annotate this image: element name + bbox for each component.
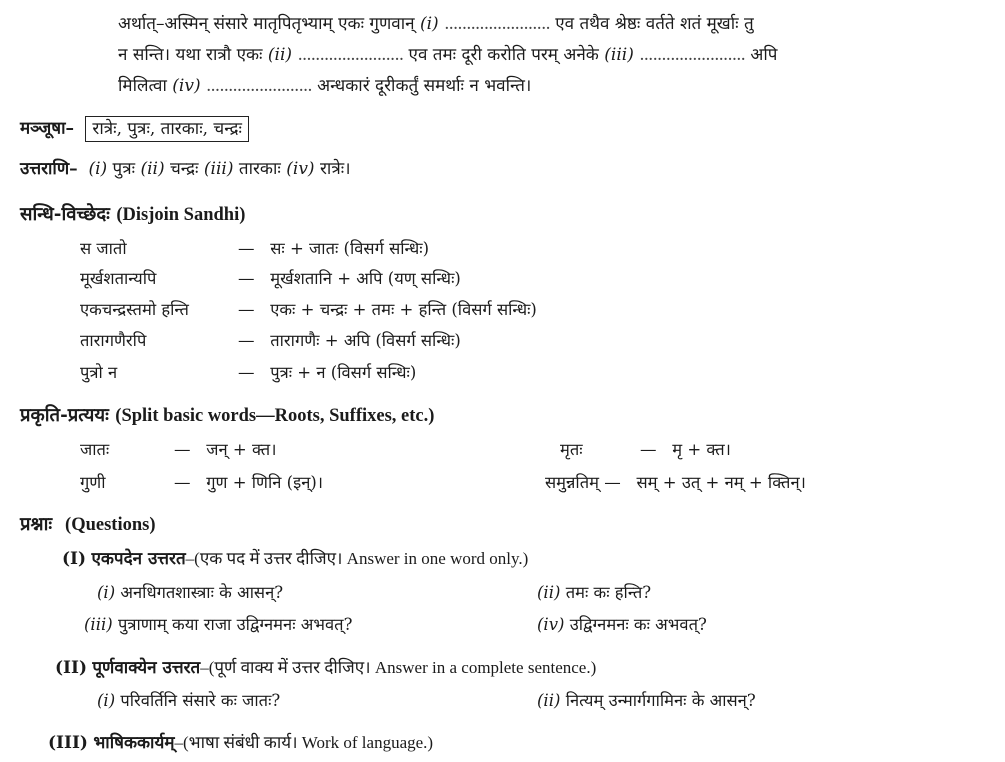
prakriti-word: गुणी (80, 473, 106, 492)
sandhi-heading-hi: सन्धि-विच्छेदः (20, 204, 110, 225)
sandhi-heading (20, 204, 245, 226)
blank-number: (iii) (604, 45, 634, 65)
para-text: न सन्ति। यथा रात्रौ एकः (118, 45, 263, 65)
para-text: एव तथैव श्रेष्ठः वर्तते शतं मूर्खाः तु (555, 14, 754, 34)
prakriti-heading (20, 405, 434, 427)
blank-dots: ........................ (205, 76, 312, 96)
sandhi-split: पुत्रः + न (विसर्ग सन्धिः) (270, 363, 417, 382)
question-item (537, 582, 651, 604)
prakriti-row (545, 472, 806, 494)
prakriti-split: मृ + क्त। (672, 440, 731, 459)
prakriti-row (640, 439, 731, 461)
question-number: (iv) (537, 615, 565, 634)
manjusha-box: रात्रेः, पुत्रः, तारकाः, चन्द्रः (85, 116, 249, 142)
section-title: एकपदेन उत्तरत (91, 549, 186, 569)
question-item (97, 690, 280, 712)
section-I-title (62, 548, 528, 570)
prakriti-dash: — (604, 473, 621, 492)
prakriti-row (560, 439, 583, 461)
answer-text: चन्द्रः (169, 159, 199, 179)
answer-number: (iv) (286, 159, 315, 179)
sandhi-row (238, 330, 461, 352)
section-instruction: –(पूर्ण वाक्य में उत्तर दीजिए। Answer in a complete sentence.) (200, 658, 597, 677)
sandhi-row (80, 362, 117, 384)
para-text: अन्धकारं दूरीकर्तुं समर्थाः न भवन्ति। (317, 76, 532, 96)
answers-row (20, 158, 351, 180)
sandhi-dash: — (238, 300, 255, 319)
question-item (537, 690, 756, 712)
prakriti-dash: — (174, 440, 191, 459)
blank-number: (i) (419, 14, 439, 34)
paragraph-line-1 (118, 13, 754, 35)
sandhi-word: तारागणैरपि (80, 331, 147, 350)
sandhi-heading-en: (Disjoin Sandhi) (116, 205, 246, 225)
sandhi-row (238, 299, 537, 321)
sandhi-split: तारागणैः + अपि (विसर्ग सन्धिः) (270, 331, 461, 350)
questions-heading-en: (Questions) (65, 515, 156, 535)
answer-text: रात्रेः। (319, 159, 351, 179)
prakriti-split: जन् + क्त। (206, 440, 277, 459)
question-item (97, 582, 283, 604)
prakriti-word: समुन्नतिम् (545, 473, 599, 492)
para-text: मिलित्वा (118, 76, 167, 96)
question-item (84, 614, 352, 636)
sandhi-dash: — (238, 269, 255, 288)
questions-heading-hi: प्रश्नाः (20, 514, 53, 535)
sandhi-word: एकचन्द्रस्तमो हन्ति (80, 300, 189, 319)
section-number: (II) (55, 658, 87, 678)
question-text: तमः कः हन्ति? (565, 583, 652, 602)
prakriti-word: जातः (80, 440, 110, 459)
answer-number: (ii) (140, 159, 165, 179)
prakriti-split: गुण + णिनि (इन्)। (206, 473, 324, 492)
sandhi-row (238, 268, 461, 290)
sandhi-dash: — (238, 239, 255, 258)
question-item (537, 614, 707, 636)
sandhi-row (80, 299, 189, 321)
section-number: (I) (62, 549, 87, 569)
sandhi-dash: — (238, 331, 255, 350)
answers-label: उत्तराणि– (20, 159, 78, 179)
sandhi-row (80, 330, 146, 352)
sandhi-split: सः + जातः (विसर्ग सन्धिः) (270, 239, 430, 258)
blank-number: (iv) (172, 76, 201, 96)
section-II-title (55, 657, 596, 679)
question-number: (iii) (84, 615, 113, 634)
sandhi-split: एकः + चन्द्रः + तमः + हन्ति (विसर्ग सन्धिः) (270, 300, 537, 319)
manjusha-label: मञ्जूषा– (20, 118, 75, 139)
question-text: अनधिगतशास्त्राः के आसन्? (120, 583, 284, 602)
section-title: पूर्णवाक्येन उत्तरत (92, 658, 201, 678)
sandhi-row (238, 362, 416, 384)
para-text: एव तमः दूरी करोति परम् अनेके (408, 45, 599, 65)
question-text: पुत्राणाम् कया राजा उद्विग्नमनः अभवत्? (117, 615, 353, 634)
prakriti-row (174, 439, 276, 461)
paragraph-line-2 (118, 44, 777, 66)
prakriti-split: सम् + उत् + नम् + क्तिन्। (636, 473, 806, 492)
section-title: भाषिककार्यम् (93, 733, 175, 753)
manjusha-row (20, 116, 249, 142)
sandhi-word: पुत्रो न (80, 363, 118, 382)
prakriti-heading-hi: प्रकृति-प्रत्ययः (20, 405, 109, 426)
answer-text: तारकाः (238, 159, 281, 179)
sandhi-row (238, 238, 429, 260)
question-number: (ii) (537, 583, 561, 602)
sandhi-dash: — (238, 363, 255, 382)
answer-text: पुत्रः (112, 159, 136, 179)
question-number: (ii) (537, 691, 561, 710)
section-number: (III) (48, 733, 88, 753)
question-text: उद्विग्नमनः कः अभवत्? (569, 615, 707, 634)
prakriti-dash: — (640, 440, 657, 459)
prakriti-heading-en: (Split basic words—Roots, Suffixes, etc.) (115, 406, 435, 426)
para-text: अपि (750, 45, 778, 65)
question-number: (i) (97, 691, 116, 710)
blank-dots: ........................ (444, 14, 550, 34)
section-instruction: –(भाषा संबंधी कार्य। Work of language.) (174, 733, 434, 752)
sandhi-split: मूर्खशतानि + अपि (यण् सन्धिः) (270, 269, 461, 288)
prakriti-row (174, 472, 323, 494)
blank-dots: ........................ (297, 45, 404, 65)
sandhi-word: मूर्खशतान्यपि (80, 269, 157, 288)
sandhi-row (80, 238, 127, 260)
answer-number: (i) (88, 159, 108, 179)
questions-heading (20, 514, 155, 536)
question-text: परिवर्तिनि संसारे कः जातः? (120, 691, 281, 710)
section-instruction: –(एक पद में उत्तर दीजिए। Answer in one word only.) (185, 549, 529, 568)
prakriti-word: मृतः (560, 440, 583, 459)
answer-number: (iii) (203, 159, 234, 179)
blank-dots: ........................ (639, 45, 745, 65)
sandhi-row (80, 268, 156, 290)
prakriti-dash: — (174, 473, 191, 492)
section-III-title (48, 732, 433, 754)
para-text: अर्थात्–अस्मिन् संसारे मातृपितृभ्याम् एकः गुणवान् (118, 14, 415, 34)
question-number: (i) (97, 583, 116, 602)
prakriti-row (80, 439, 109, 461)
paragraph-line-3 (118, 75, 531, 97)
question-text: नित्यम् उन्मार्गगामिनः के आसन्? (565, 691, 756, 710)
prakriti-row (80, 472, 106, 494)
blank-number: (ii) (267, 45, 293, 65)
sandhi-word: स जातो (80, 239, 127, 258)
